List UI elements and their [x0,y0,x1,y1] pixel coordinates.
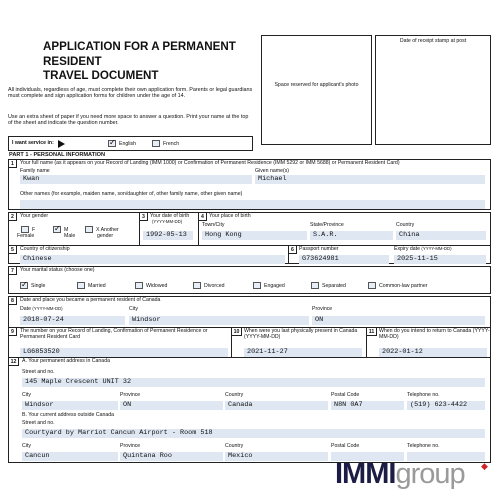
photo-box-text: Space reserved for applicant's photo [274,82,359,88]
single-label: Single [31,282,46,289]
title-line-1: APPLICATION FOR A PERMANENT [43,40,236,53]
passport-label: Passport number [299,246,339,252]
q11-cell [366,328,490,357]
q12a-label: A. Your permanent address in Canada [22,358,110,364]
stamp-box-text: Date of receipt stamp at post [399,38,467,44]
english-label: English [119,140,137,147]
q5-number: 5 [9,246,17,254]
return-date-field[interactable]: 2022-01-12 [379,348,487,357]
pr-date-field[interactable]: 2018-07-24 [20,316,125,325]
female-letter: F [32,226,36,233]
street-label: Street and no. [22,369,55,375]
birth-state-field[interactable]: S.A.R. [310,231,393,240]
arrow-right-icon [58,140,65,148]
q2-number: 2 [9,213,17,221]
canada-country-label: Country [225,392,244,398]
expiry-label [394,247,452,253]
q8-label: Date and place you became a permanent resident of Canada [20,297,161,303]
title-line-3: TRAVEL DOCUMENT [43,69,159,83]
given-name-field[interactable]: Michael [255,175,485,184]
form-title [43,40,258,84]
widowed-label: Widowed [146,282,168,289]
engaged-label: Engaged [264,282,285,289]
common-law-checkbox[interactable] [368,282,376,289]
q4-number: 4 [199,213,207,221]
q9-label: The number on your Record of Landing, Confirmation of Permanent Residence or Permanent Resident Card [20,328,208,340]
q3-cell [139,213,197,245]
intro-text-1: All individuals, regardless of age, must complete their own application form. Parents or legal guardians must complete and sign application forms for children under the age of 14. [8,87,253,100]
q2-label: Your gender [20,213,49,219]
q12-number: 12 [9,358,19,366]
q4-cell [198,213,490,245]
separated-checkbox[interactable] [311,282,319,289]
q5-label: Country of citizenship [20,246,70,252]
q3-label: Your date of birth [150,213,190,219]
pr-date-format: (YYYY-MM-DD) [32,306,63,311]
citizenship-field[interactable]: Chinese [20,255,285,264]
divorced-checkbox[interactable] [193,282,201,289]
q3-number: 3 [140,213,148,221]
q10-number: 10 [232,328,242,336]
x-label: X Another [96,226,119,233]
pr-date-label-text: Date [20,306,31,312]
town-label: Town/City [202,222,225,228]
female-checkbox[interactable] [21,226,29,233]
q7-label: Your marital status (choose one) [20,267,95,273]
single-checkbox[interactable] [20,282,28,289]
q6-cell [288,246,490,263]
pr-city-field[interactable]: Windsor [129,316,309,325]
q6-number: 6 [289,246,297,254]
q9-number: 9 [9,328,17,336]
canada-postal-field[interactable]: N8N 0A7 [331,401,404,410]
logo-part-1: IMMI [335,458,396,490]
married-checkbox[interactable] [77,282,85,289]
abroad-province-field[interactable]: Quintana Roo [120,452,223,461]
other-names-label: Other names (for example, maiden name, son/daughter of, other family name, other given name) [20,191,243,197]
marital-engaged[interactable] [253,282,285,290]
intro-text-2: Use an extra sheet of paper if you need more space to answer a question. Print your name at the top of the sheet and indicate the question number. [8,114,249,127]
q3-format: (YYYY-MM-DD) [152,219,183,224]
abroad-street-label: Street and no. [22,420,55,426]
marital-common-law[interactable] [368,282,427,290]
other-names-field[interactable] [20,200,485,209]
canada-street-field[interactable]: 145 Maple Crescent UNIT 32 [22,378,485,387]
state-label: State/Province [310,222,344,228]
abroad-street-field[interactable]: Courtyard by Marriot Cancun Airport - Room 518 [22,429,485,438]
q9-q11-row [8,327,491,358]
marital-separated[interactable] [311,282,346,290]
female-label: Female [17,233,35,239]
q5-q6-row [8,245,491,264]
q2-q4-row [8,212,491,246]
male-label: Male [64,233,76,239]
given-name-label: Given name(s) [255,168,290,174]
x-label-2: gender [97,233,114,239]
canada-province-label: Province [120,392,141,398]
abroad-postal-label: Postal Code [331,443,360,449]
engaged-checkbox[interactable] [253,282,261,289]
separated-label: Separated [322,282,346,289]
canada-telephone-label: Telephone no. [407,392,440,398]
q12b-label: B. Your current address outside Canada [22,412,114,418]
french-label: French [163,140,180,147]
pr-city-label: City [129,306,138,312]
q11-label: When do you intend to return to Canada (YYYY-MM-DD) [379,328,490,340]
x-checkbox[interactable] [85,226,93,233]
canada-city-label: City [22,392,31,398]
male-letter: M [64,226,69,233]
immigroup-logo [335,458,465,490]
service-label: I want service in: [12,140,54,146]
abroad-city-field[interactable]: Cancun [22,452,118,461]
canada-telephone-field[interactable]: (519) 623-4422 [407,401,485,410]
q8-row [8,296,491,328]
pr-province-field[interactable]: ON [312,316,485,325]
canada-city-field[interactable]: Windsor [22,401,118,410]
pr-province-label: Province [312,306,333,312]
stamp-box [375,35,491,145]
country-label: Country [396,222,415,228]
family-name-field[interactable]: Kwan [20,175,252,184]
abroad-province-label: Province [120,443,141,449]
q1-row [8,159,491,210]
abroad-country-field[interactable]: Mexico [225,452,328,461]
pr-date-label [20,307,63,313]
q8-number: 8 [9,297,17,305]
date-of-birth-field[interactable]: 1992-05-13 [143,231,193,240]
q7-row [8,266,491,294]
abroad-telephone-label: Telephone no. [407,443,440,449]
divorced-label: Divorced [204,282,225,289]
marital-single[interactable] [20,282,45,290]
q11-number: 11 [367,328,377,336]
personal-information-form [8,152,491,466]
q1-label: Your full name (as it appears on your Record of Landing (IMM 1000) or Confirmation of Permanent Residence (IMM 5292 or IMM 5688) or Permanent Resident Card) [20,160,400,166]
birth-country-field[interactable]: China [396,231,486,240]
expiry-label-text: Expiry date [394,246,420,252]
service-english-option[interactable] [108,140,136,148]
french-checkbox[interactable] [152,140,160,147]
married-label: Married [88,282,106,289]
abroad-city-label: City [22,443,31,449]
canada-province-field[interactable]: ON [120,401,223,410]
canada-country-field[interactable]: Canada [225,401,328,410]
q1-number: 1 [9,160,17,168]
canada-postal-label: Postal Code [331,392,360,398]
photo-box [261,35,372,145]
expiry-date-field[interactable]: 2025-11-15 [394,255,486,264]
male-checkbox[interactable] [53,226,61,233]
last-present-field[interactable]: 2021-11-27 [244,348,362,357]
q4-label: Your place of birth [209,213,251,219]
q7-number: 7 [9,267,17,275]
common-law-label: Common-law partner [379,282,428,289]
family-name-label: Family name [20,168,50,174]
english-checkbox[interactable] [108,140,116,147]
marital-widowed[interactable] [135,282,167,290]
q12-row [8,357,491,463]
abroad-country-label: Country [225,443,244,449]
marital-divorced[interactable] [193,282,224,290]
q10-label: When were you last physically present in Canada (YYYY-MM-DD) [244,328,358,340]
maple-leaf-icon: ◆ [481,462,488,472]
title-line-2: RESIDENT [43,54,102,68]
logo-part-2: group [395,458,465,490]
part1-header: PART 1 - PERSONAL INFORMATION [9,152,106,158]
marital-married[interactable] [77,282,106,290]
q10-cell [231,328,366,357]
service-french-option[interactable] [152,140,179,148]
service-language [8,136,253,151]
pr-document-number-field[interactable]: LG6853520 [20,348,228,357]
widowed-checkbox[interactable] [135,282,143,289]
passport-number-field[interactable]: G73624981 [299,255,389,264]
birth-town-field[interactable]: Hong Kong [202,231,307,240]
expiry-format: (YYYY-MM-DD) [421,246,452,251]
